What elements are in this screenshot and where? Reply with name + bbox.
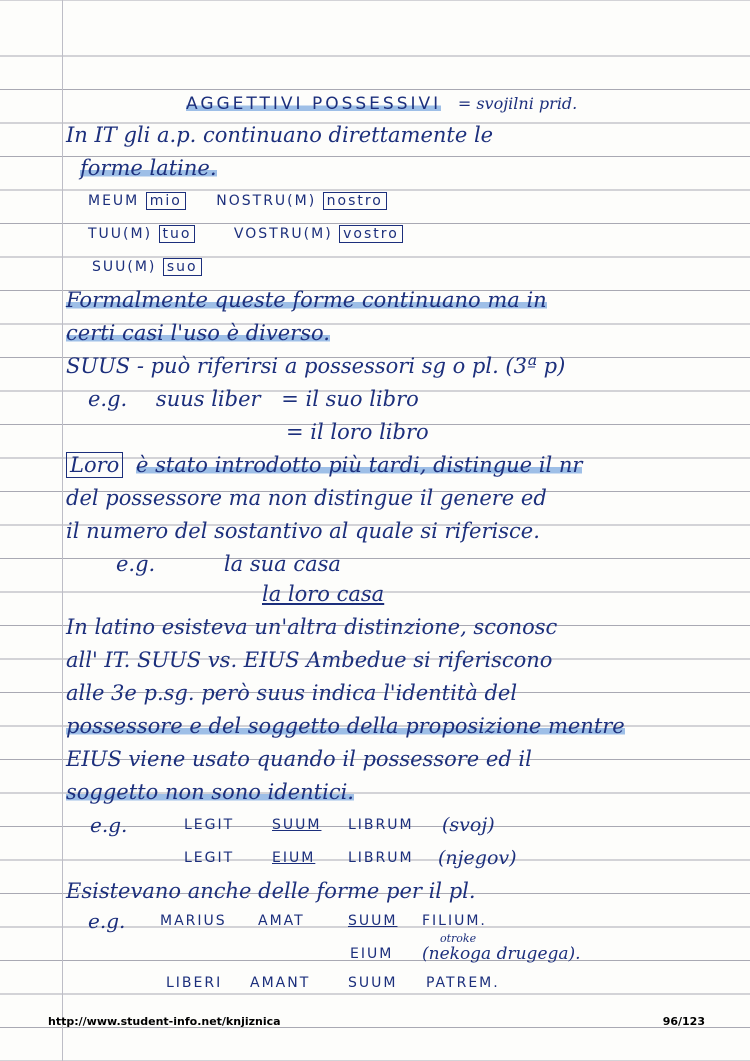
ex1-noun-1: LIBRUM <box>348 817 414 833</box>
footer-page-number: 96/123 <box>662 1015 705 1028</box>
form-nostro: nostro <box>323 192 387 210</box>
ex2-gloss-top: otroke <box>440 932 477 945</box>
latin-line-5: EIUS viene usato quando il possessore ed il <box>66 747 532 771</box>
ex2-subj-1: MARIUS <box>160 913 227 929</box>
suus-eg-latin: suus liber <box>155 387 261 411</box>
ex2-noun-3: PATREM. <box>426 975 500 991</box>
loro-line-1 <box>66 449 582 482</box>
ex1-verb-1: LEGIT <box>184 817 235 833</box>
loro-eg-1: la sua casa <box>223 552 341 576</box>
latin-line-2: all' IT. SUUS vs. EIUS Ambedue si riferiscono <box>66 648 553 672</box>
loro-eg-2 <box>262 578 384 611</box>
formal-line-1 <box>66 284 547 317</box>
ex1-pron-2: EIUM <box>272 850 316 866</box>
ex2-pron-2: EIUM <box>350 946 394 962</box>
ex1-pron-1: SUUM <box>272 817 322 833</box>
suus-line: SUUS - può riferirsi a possessori sg o pl. (3ª p) <box>66 354 566 378</box>
ex2-verb-3: AMANT <box>250 975 311 991</box>
form-tuum: TUU(M) <box>88 226 153 242</box>
examples2-row-1 <box>88 905 487 938</box>
latin-line-6-text: soggetto non sono identici. <box>66 780 354 804</box>
loro-eg-2-text: la loro casa <box>262 582 385 606</box>
formal-line-2-text: certi casi l'uso è diverso. <box>66 321 330 345</box>
formal-line-2 <box>66 317 330 350</box>
ex2-pron-1: SUUM <box>348 913 398 929</box>
suus-eg-2: = il loro libro <box>286 420 429 444</box>
latin-line-4 <box>66 710 625 743</box>
latin-line-3: alle 3e p.sg. però suus indica l'identità del <box>66 681 518 705</box>
forms-row-1 <box>88 185 387 218</box>
examples1-row-1 <box>90 809 495 842</box>
plural-line: Esistevano anche delle forme per il pl. <box>66 879 476 903</box>
latin-line-4-text: possessore e del soggetto della proposizione mentre <box>66 714 625 738</box>
loro-eg-label: e.g. <box>116 552 156 576</box>
formal-line-1-text: Formalmente queste forme continuano ma in <box>66 288 547 312</box>
loro-line-3: il numero del sostantivo al quale si riferisce. <box>66 519 540 543</box>
intro-line-1: In IT gli a.p. continuano direttamente le <box>66 123 494 147</box>
latin-line-6 <box>66 776 354 809</box>
examples2-eg-label: e.g. <box>88 909 126 933</box>
loro-line-1-rest: è stato introdotto più tardi, distingue il nr <box>135 453 583 477</box>
forms-row-2 <box>88 218 403 251</box>
examples1-eg-label: e.g. <box>90 813 128 837</box>
forms-row-3 <box>92 251 202 284</box>
form-meum: MEUM <box>88 193 140 209</box>
page-title: AGGETTIVI POSSESSIVI <box>186 94 442 114</box>
ex2-subj-3: LIBERI <box>166 975 223 991</box>
ex1-gloss-2: (njegov) <box>438 847 517 869</box>
footer-url: http://www.student-info.net/knjiznica <box>48 1015 281 1028</box>
ex2-gloss: (nekoga drugega). <box>422 944 581 964</box>
intro-line-2-text: forme latine. <box>80 156 217 180</box>
form-suum: SUU(M) <box>92 259 157 275</box>
ex2-noun-1: FILIUM. <box>422 913 487 929</box>
title-line <box>186 86 577 119</box>
loro-line-2: del possessore ma non distingue il genere ed <box>66 486 547 510</box>
ex1-noun-2: LIBRUM <box>348 850 414 866</box>
ex1-verb-2: LEGIT <box>184 850 235 866</box>
title-gloss: = svojilni prid. <box>457 94 578 113</box>
form-vostrum: VOSTRU(M) <box>233 226 333 242</box>
ex1-gloss-1: (svoj) <box>442 814 495 836</box>
loro-example-1 <box>116 548 341 581</box>
form-suo: suo <box>163 258 202 276</box>
ex2-verb-1: AMAT <box>258 913 305 929</box>
form-mio: mio <box>146 192 186 210</box>
margin-rule <box>62 0 63 1061</box>
loro-word: Loro <box>66 452 123 478</box>
latin-line-1: In latino esisteva un'altra distinzione, sconosc <box>66 615 558 639</box>
form-nostrum: NOSTRU(M) <box>216 193 317 209</box>
form-vostro: vostro <box>339 225 403 243</box>
form-tuo: tuo <box>159 225 196 243</box>
suus-example-1 <box>88 383 419 416</box>
suus-eg-1: = il suo libro <box>281 387 419 411</box>
intro-line-2 <box>80 152 217 185</box>
suus-eg-label: e.g. <box>88 387 128 411</box>
ex2-pron-3: SUUM <box>348 975 398 991</box>
